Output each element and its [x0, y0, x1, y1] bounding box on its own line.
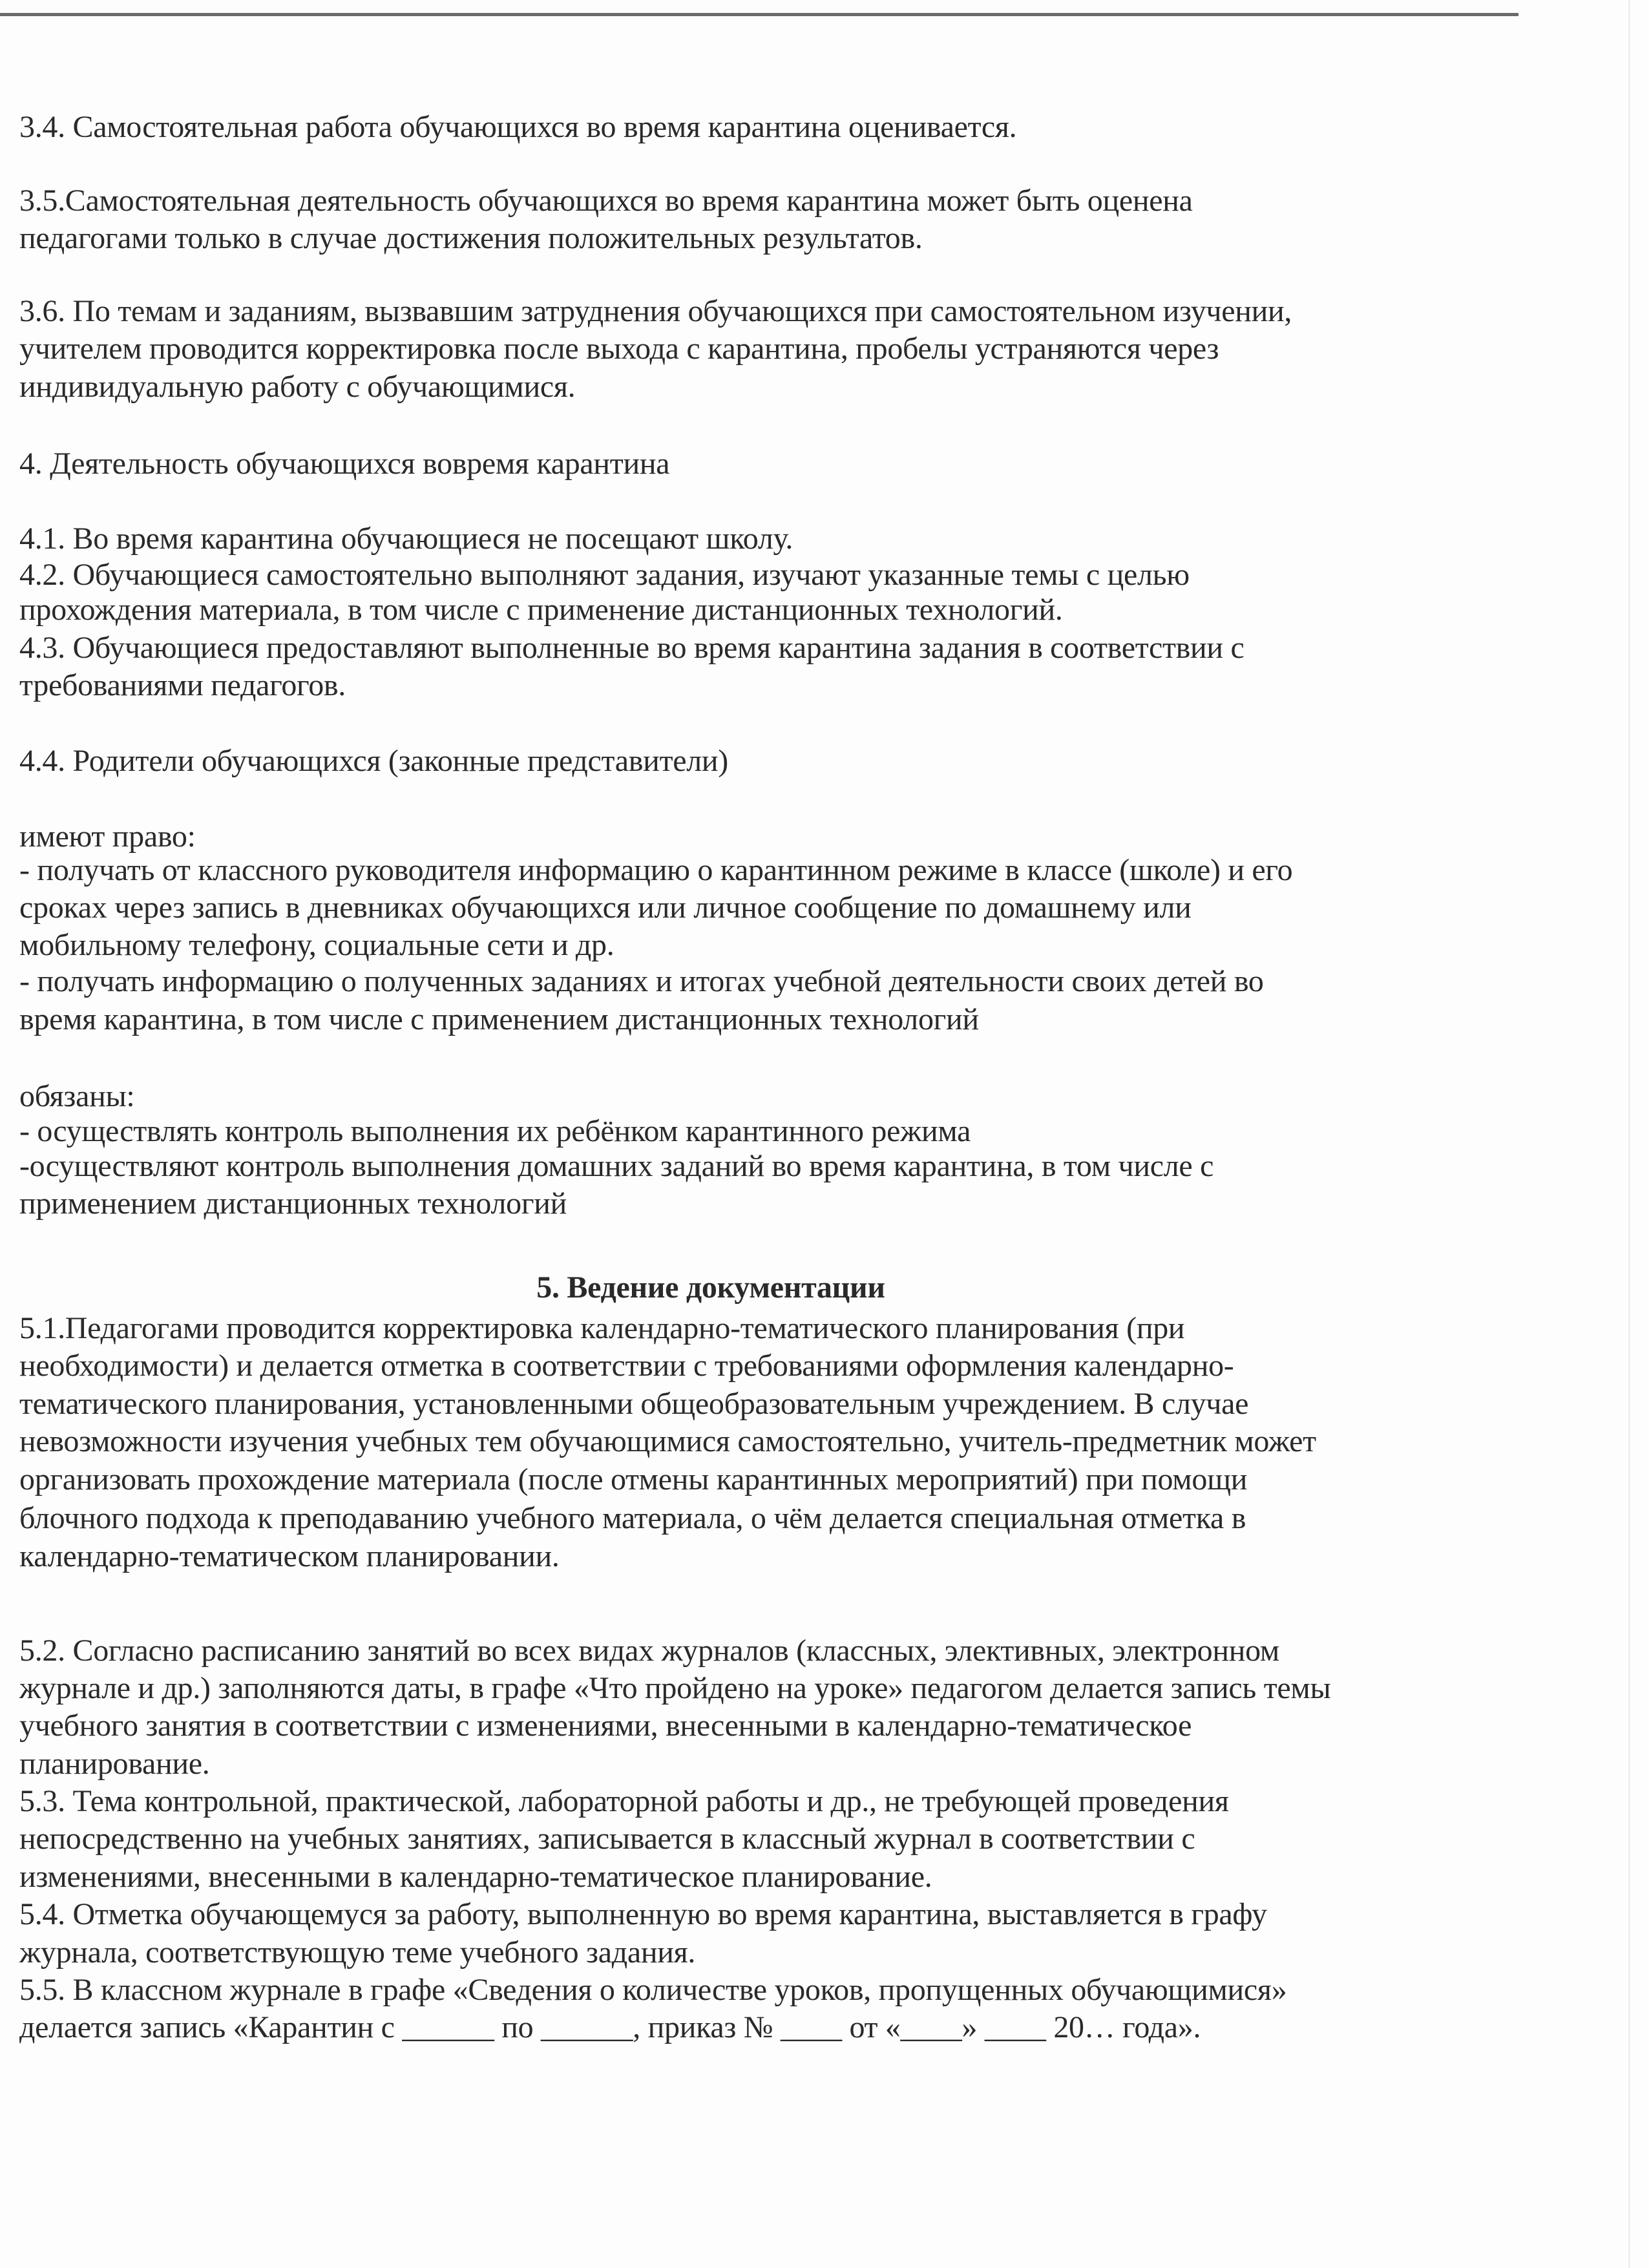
- paragraph-5-3-line: изменениями, внесенными в календарно-тематическое планирование.: [19, 1860, 932, 1894]
- paragraph-5-4-line: журнала, соответствующую теме учебного задания.: [19, 1935, 696, 1969]
- paragraph-5-1-line: календарно-тематическом планировании.: [19, 1539, 560, 1573]
- paragraph-5-5-line: 5.5. В классном журнале в графе «Сведения о количестве уроков, пропущенных обучающимися»: [19, 1973, 1287, 2007]
- paragraph-5-1-line: 5.1.Педагогами проводится корректировка календарно-тематического планирования (при: [19, 1311, 1185, 1345]
- paragraph-5-1-line: необходимости) и делается отметка в соответствии с требованиями оформления календарно-: [19, 1349, 1234, 1383]
- paragraph-4-2-line: 4.2. Обучающиеся самостоятельно выполняют задания, изучают указанные темы с целью: [19, 558, 1190, 592]
- paragraph-5-1-line: блочного подхода к преподаванию учебного материала, о чём делается специальная отметка в: [19, 1501, 1246, 1535]
- duties-item-line: - осуществлять контроль выполнения их ребёнком карантинного режима: [19, 1114, 971, 1148]
- rights-label: имеют право:: [19, 819, 196, 854]
- paragraph-5-4-line: 5.4. Отметка обучающемуся за работу, выполненную во время карантина, выставляется в графу: [19, 1897, 1267, 1931]
- paragraph-5-5-line: делается запись «Карантин с ______ по ______, приказ № ____ от «____» ____ 20… года».: [19, 2010, 1201, 2044]
- paragraph-5-1-line: невозможности изучения учебных тем обучающимися самостоятельно, учитель-предметник может: [19, 1424, 1316, 1458]
- duties-item-line: применением дистанционных технологий: [19, 1186, 567, 1221]
- paragraph-3-6-line: учителем проводится корректировка после выхода с карантина, пробелы устраняются через: [19, 331, 1219, 366]
- paragraph-5-3-line: непосредственно на учебных занятиях, записывается в классный журнал в соответствии с: [19, 1822, 1195, 1856]
- duties-item-line: -осуществляют контроль выполнения домашних заданий во время карантина, в том числе с: [19, 1149, 1214, 1183]
- paragraph-4-3-line: требованиями педагогов.: [19, 668, 346, 702]
- paragraph-5-2-line: планирование.: [19, 1747, 210, 1781]
- paragraph-4-1: 4.1. Во время карантина обучающиеся не посещают школу.: [19, 521, 793, 556]
- section-5-heading: 5. Ведение документации: [536, 1270, 885, 1305]
- rights-item-line: мобильному телефону, социальные сети и др.: [19, 928, 614, 962]
- paragraph-3-6-line: индивидуальную работу с обучающимися.: [19, 370, 576, 404]
- scan-top-edge: [0, 13, 1518, 16]
- rights-item-line: - получать от классного руководителя информацию о карантинном режиме в классе (школе) и его: [19, 853, 1293, 887]
- paragraph-3-5-line: 3.5.Самостоятельная деятельность обучающихся во время карантина может быть оценена: [19, 184, 1193, 218]
- paragraph-5-2-line: 5.2. Согласно расписанию занятий во всех видах журналов (классных, элективных, электронном: [19, 1633, 1280, 1668]
- scan-right-edge: [1628, 0, 1630, 2268]
- paragraph-3-4: 3.4. Самостоятельная работа обучающихся во время карантина оценивается.: [19, 110, 1017, 144]
- rights-item-line: сроках через запись в дневниках обучающихся или личное сообщение по домашнему или: [19, 890, 1192, 925]
- duties-label: обязаны:: [19, 1079, 135, 1113]
- section-4-heading: 4. Деятельность обучающихся вовремя карантина: [19, 446, 670, 481]
- paragraph-5-1-line: организовать прохождение материала (после отмены карантинных мероприятий) при помощи: [19, 1462, 1248, 1496]
- paragraph-4-2-line: прохождения материала, в том числе с применение дистанционных технологий.: [19, 593, 1063, 627]
- paragraph-5-1-line: тематического планирования, установленными общеобразовательным учреждением. В случае: [19, 1387, 1249, 1421]
- paragraph-4-3-line: 4.3. Обучающиеся предоставляют выполненные во время карантина задания в соответствии с: [19, 631, 1245, 665]
- rights-item-line: время карантина, в том числе с применением дистанционных технологий: [19, 1002, 979, 1036]
- paragraph-4-4: 4.4. Родители обучающихся (законные представители): [19, 744, 728, 778]
- paragraph-5-3-line: 5.3. Тема контрольной, практической, лабораторной работы и др., не требующей проведения: [19, 1784, 1229, 1818]
- paragraph-3-6-line: 3.6. По темам и заданиям, вызвавшим затруднения обучающихся при самостоятельном изучении,: [19, 294, 1292, 328]
- paragraph-3-5-line: педагогами только в случае достижения положительных результатов.: [19, 221, 923, 255]
- paragraph-5-2-line: учебного занятия в соответствии с изменениями, внесенными в календарно-тематическое: [19, 1708, 1192, 1743]
- paragraph-5-2-line: журнале и др.) заполняются даты, в графе «Что пройдено на уроке» педагогом делается запись темы: [19, 1671, 1331, 1705]
- rights-item-line: - получать информацию о полученных заданиях и итогах учебной деятельности своих детей во: [19, 964, 1264, 998]
